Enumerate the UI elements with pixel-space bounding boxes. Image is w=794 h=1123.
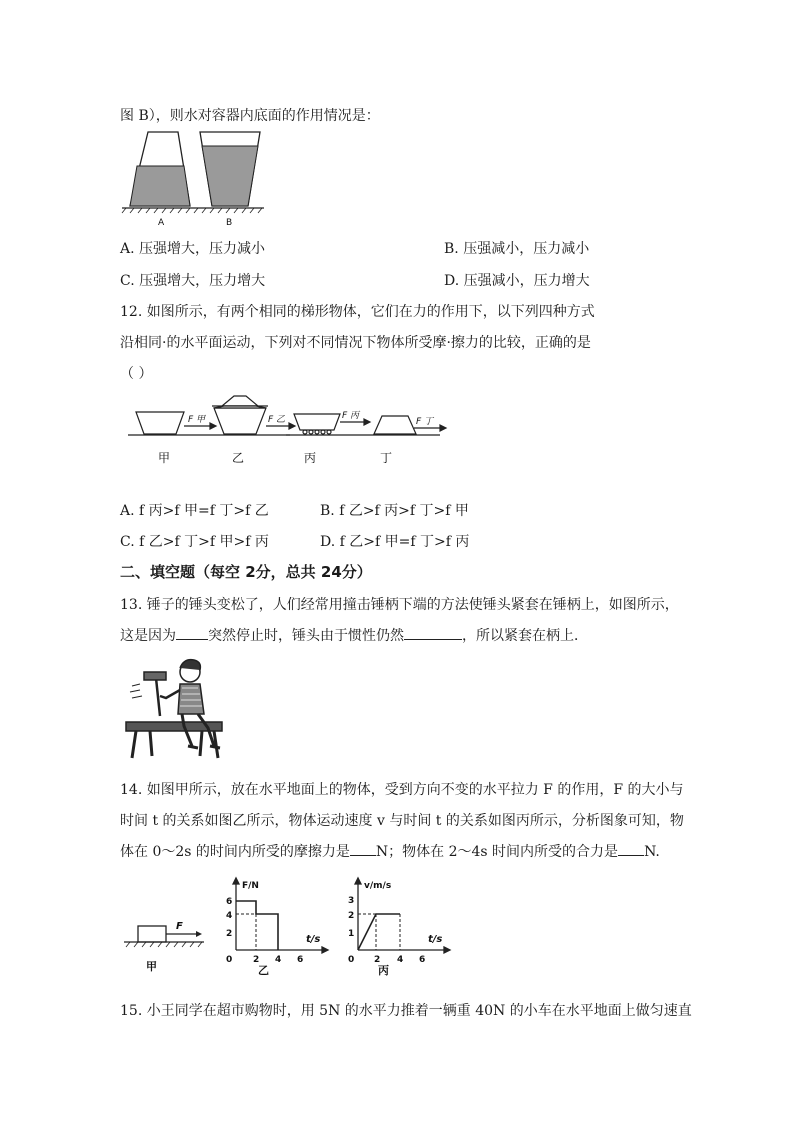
yi-ylabel: F/N	[242, 881, 259, 891]
q14-fig-jia	[120, 912, 210, 982]
label-a: A	[158, 218, 165, 228]
bing-ytick-3: 3	[348, 896, 355, 906]
q14-line3	[120, 841, 660, 861]
force-f-label: F	[176, 921, 183, 932]
yi-xtick-2: 2	[253, 955, 260, 965]
force-label-ding: F 丁	[416, 417, 434, 427]
q13-blank-2[interactable]	[404, 625, 462, 640]
q13-text-b: 突然停止时，锤头由于惯性仍然	[208, 628, 404, 644]
q14-fig-yi-graph	[222, 876, 332, 976]
q13-text-c: ，所以紧套在柄上．	[462, 628, 588, 644]
q12-trapezoid-figure	[124, 392, 454, 482]
q14-blank-1[interactable]	[350, 841, 376, 856]
q11-option-b: B. 压强减小，压力减小	[444, 241, 590, 257]
force-label-yi: F 乙	[268, 415, 286, 425]
q14-line2: 时间 t 的关系如图乙所示，物体运动速度 v 与时间 t 的关系如图丙所示，分析图象可知，物	[120, 813, 684, 829]
q15-line1: 15. 小王同学在超市购物时，用 5N 的水平力推着一辆重 40N 的小车在水平地面上做匀速直	[120, 1003, 692, 1019]
q14-text-c: N.	[644, 844, 660, 860]
caption-jia: 甲	[158, 451, 171, 465]
yi-ytick-4: 4	[226, 911, 233, 921]
caption-yi: 乙	[232, 451, 245, 465]
label-b: B	[226, 218, 233, 228]
q13-line1: 13. 锤子的锤头变松了，人们经常用撞击锤柄下端的方法使锤头紧套在锤柄上，如图所示，	[120, 597, 679, 613]
caption-ding: 丁	[380, 451, 393, 465]
q13-blank-1[interactable]	[176, 625, 208, 640]
bing-origin: 0	[348, 955, 355, 965]
bing-ylabel: v/m/s	[364, 881, 392, 891]
bing-xtick-2: 2	[374, 955, 381, 965]
bing-ytick-1: 1	[348, 929, 355, 939]
force-label-jia: F 甲	[188, 415, 206, 425]
bing-ytick-2: 2	[348, 911, 355, 921]
q12-option-c: C. f 乙>f 丁>f 甲>f 丙	[120, 534, 269, 550]
yi-ytick-2: 2	[226, 929, 233, 939]
caption-jia: 甲	[146, 960, 157, 973]
q11-option-d: D. 压强减小，压力增大	[444, 273, 590, 289]
caption-bing: 丙	[304, 451, 317, 465]
q14-blank-2[interactable]	[618, 841, 644, 856]
q12-option-b: B. f 乙>f 丙>f 丁>f 甲	[320, 503, 469, 519]
yi-origin: 0	[226, 955, 233, 965]
q12-option-d: D. f 乙>f 甲=f 丁>f 丙	[320, 534, 470, 550]
yi-xlabel: t/s	[306, 934, 321, 945]
q13-text-a: 这是因为	[120, 628, 176, 644]
q13-line2	[120, 625, 588, 645]
q11-stem-end: 图 B），则水对容器内底面的作用情况是：	[120, 108, 380, 124]
yi-xtick-4: 4	[275, 955, 282, 965]
q12-option-a: A. f 丙>f 甲=f 丁>f 乙	[120, 503, 269, 519]
bing-caption: 丙	[378, 964, 389, 977]
hammer-boy-illustration	[122, 656, 226, 760]
q14-line1: 14. 如图甲所示，放在水平地面上的物体，受到方向不变的水平拉力 F 的作用，F 的大小与	[120, 782, 684, 798]
section-heading: 二、填空题（每空 2分，总共 24分）	[120, 563, 372, 581]
q11-option-c: C. 压强增大，压力增大	[120, 273, 266, 289]
q14-fig-bing-graph	[344, 876, 454, 976]
q14-text-b: N；物体在 2～4s 时间内所受的合力是	[375, 844, 619, 860]
bing-xtick-4: 4	[397, 955, 404, 965]
force-label-bing: F 丙	[342, 411, 360, 421]
q12-line3: （ ）	[120, 366, 153, 382]
q14-text-a: 体在 0～2s 的时间内所受的摩擦力是	[120, 844, 350, 860]
q11-option-a: A. 压强增大，压力减小	[120, 241, 266, 257]
yi-xtick-6: 6	[297, 955, 304, 965]
q11-containers-figure	[118, 128, 268, 228]
q12-line2: 沿相同·的水平面运动，下列对不同情况下物体所受摩·擦力的比较，正确的是	[120, 335, 591, 351]
q12-line1: 12. 如图所示，有两个相同的梯形物体，它们在力的作用下，以下列四种方式	[120, 304, 595, 320]
yi-ytick-6: 6	[226, 897, 233, 907]
bing-xlabel: t/s	[428, 934, 443, 945]
bing-xtick-6: 6	[419, 955, 426, 965]
yi-caption: 乙	[258, 964, 269, 977]
